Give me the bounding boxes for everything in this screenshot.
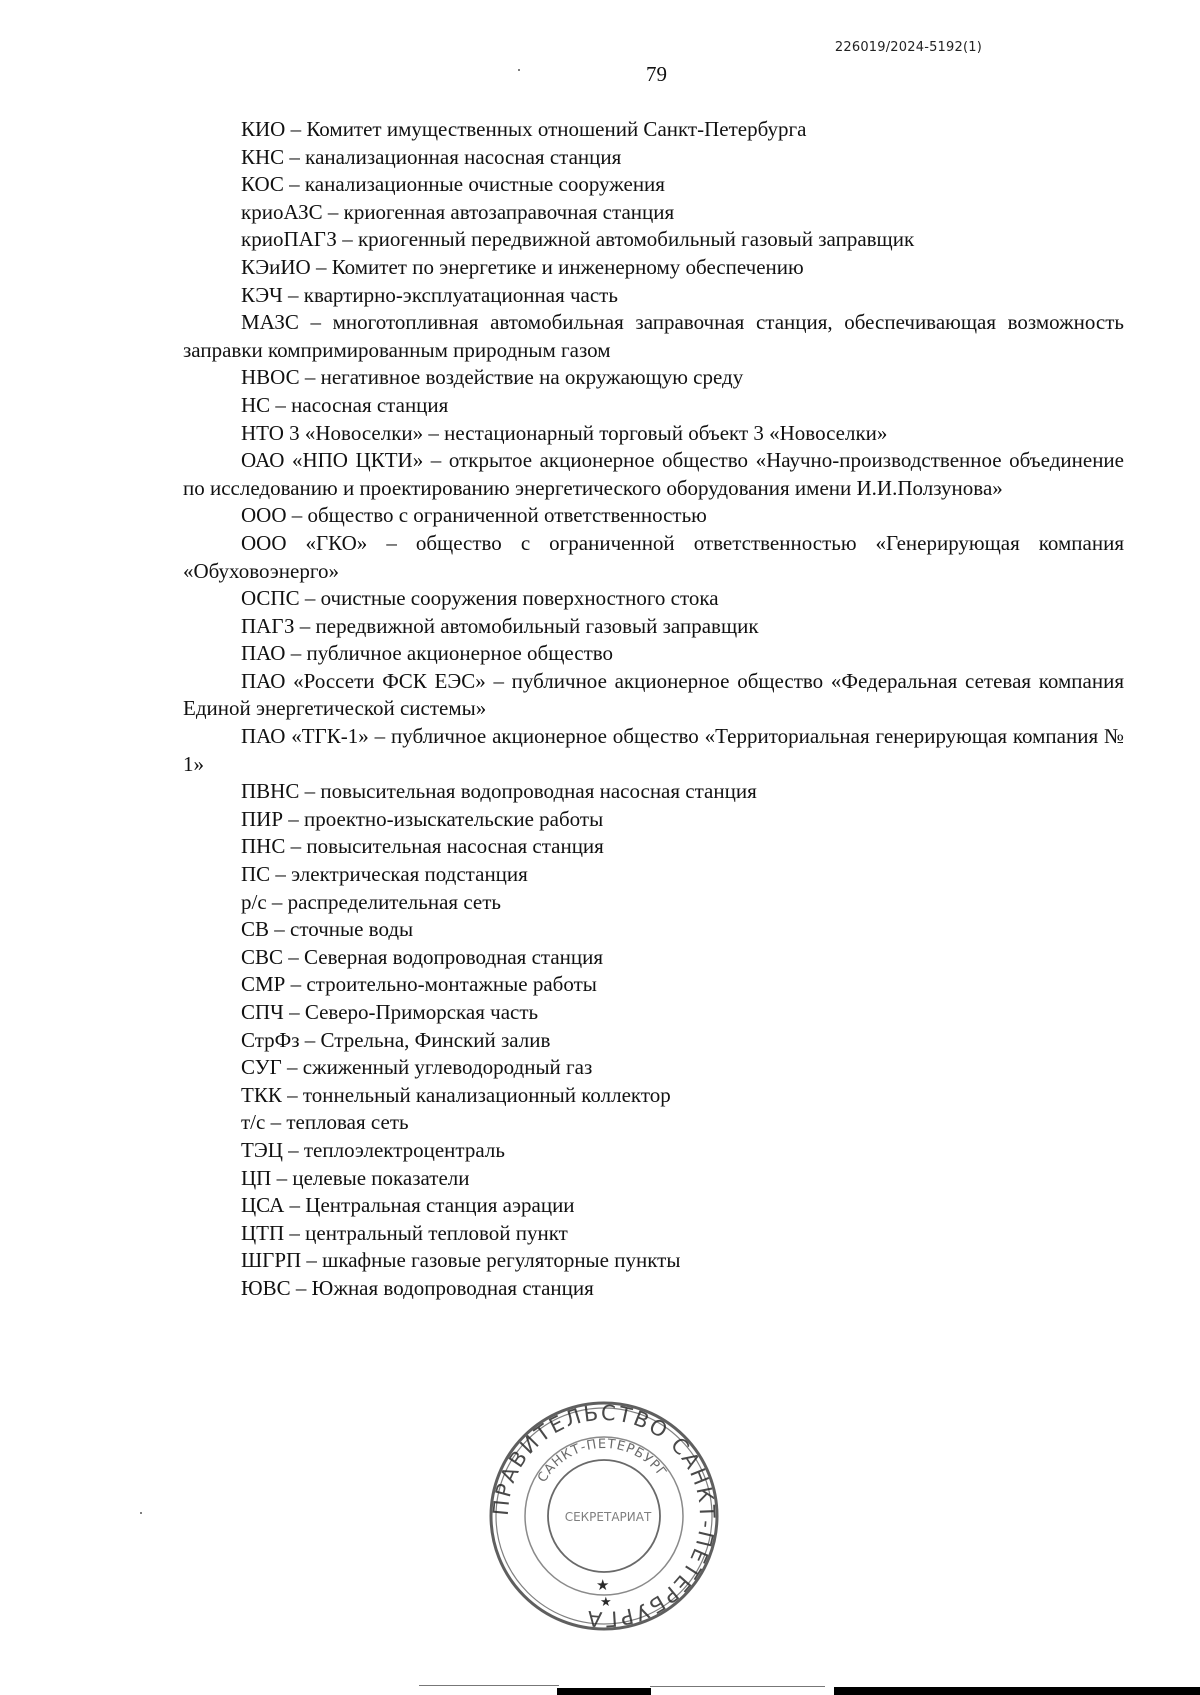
abbreviation-entry: р/с – распределительная сеть [241, 889, 501, 914]
abbreviation-entry: СМР – строительно-монтажные работы [241, 972, 597, 997]
abbreviation-entry: ЮВС – Южная водопроводная станция [241, 1275, 594, 1300]
abbreviation-entry: ПАО «Россети ФСК ЕЭС» – публичное акционерное общество «Федеральная сетевая компания Единой энергетической системы» [183, 668, 1124, 721]
abbreviation-entry: ПНС – повысительная насосная станция [241, 834, 604, 859]
abbreviation-entry: КОС – канализационные очистные сооружения [241, 172, 665, 197]
scan-edge-line [419, 1685, 559, 1686]
abbreviation-entry: криоПАГЗ – криогенный передвижной автомобильный газовый заправщик [241, 227, 915, 252]
abbreviation-entry: ТЭЦ – теплоэлектроцентраль [241, 1137, 505, 1162]
seal-center-text: СЕКРЕТАРИАТ [564, 1510, 652, 1524]
abbreviation-list [183, 116, 1124, 1303]
abbreviation-entry: СУГ – сжиженный углеводородный газ [241, 1055, 593, 1080]
abbreviation-entry: ПАО «ТГК-1» – публичное акционерное общество «Территориальная генерирующая компания № 1» [183, 724, 1124, 776]
abbreviation-entry: ЦТП – центральный тепловой пункт [241, 1220, 568, 1245]
abbreviation-entry: т/с – тепловая сеть [241, 1110, 409, 1135]
abbreviation-entry: ООО «ГКО» – общество с ограниченной ответственностью «Генерирующая компания «Обуховоэнерго» [183, 530, 1124, 583]
abbreviation-entry: СВ – сточные воды [241, 917, 414, 942]
scan-black-edge [557, 1688, 651, 1695]
official-seal [488, 1400, 720, 1632]
abbreviation-entry: СВС – Северная водопроводная станция [241, 944, 604, 969]
page-number: 79 [646, 62, 667, 86]
document-id: 226019/2024-5192(1) [834, 40, 982, 55]
abbreviation-entry: ПИР – проектно-изыскательские работы [241, 806, 604, 831]
abbreviation-entry: ОАО «НПО ЦКТИ» – открытое акционерное общество «Научно-производственное объединение по исследованию и проектированию энергетического оборудования имени И.И.Ползунова» [183, 448, 1124, 500]
scan-edge-line [650, 1686, 825, 1687]
abbreviation-entry: НС – насосная станция [241, 392, 449, 417]
abbreviation-entry: СтрФз – Стрельна, Финский залив [241, 1027, 551, 1052]
abbreviation-entry: НТО 3 «Новоселки» – нестационарный торговый объект 3 «Новоселки» [241, 420, 888, 445]
abbreviation-entry: НВОС – негативное воздействие на окружающую среду [241, 365, 744, 390]
abbreviation-entry: ПАО – публичное акционерное общество [241, 641, 614, 666]
abbreviation-entry: ПАГЗ – передвижной автомобильный газовый заправщик [241, 613, 759, 638]
abbreviation-entry: СПЧ – Северо-Приморская часть [241, 1000, 539, 1024]
abbreviation-entry: КЭЧ – квартирно-эксплуатационная часть [241, 282, 618, 307]
abbreviation-entry: ПВНС – повысительная водопроводная насосная станция [241, 779, 757, 804]
abbreviation-entry: ПС – электрическая подстанция [241, 862, 528, 887]
seal-star-icon: ★ [596, 1578, 610, 1594]
abbreviation-entry: КИО – Комитет имущественных отношений Санкт-Петербурга [241, 117, 807, 141]
abbreviation-entry: криоАЗС – криогенная автозаправочная станция [241, 199, 675, 224]
scan-black-edge [834, 1687, 1200, 1695]
svg-text:САНКТ-ПЕТЕРБУРГ [535, 1437, 669, 1485]
abbreviation-entry: ОСПС – очистные сооружения поверхностного стока [241, 586, 719, 611]
scan-speck [140, 1512, 142, 1514]
abbreviation-entry: ООО – общество с ограниченной ответственностью [241, 503, 707, 528]
abbreviation-entry: ШГРП – шкафные газовые регуляторные пункты [241, 1248, 681, 1273]
scan-speck [518, 69, 520, 71]
seal-inner-text: САНКТ-ПЕТЕРБУРГ [535, 1436, 670, 1486]
abbreviation-entry: ЦП – целевые показатели [241, 1165, 470, 1190]
abbreviation-entry: ЦСА – Центральная станция аэрации [241, 1193, 575, 1218]
abbreviation-entry: ТКК – тоннельный канализационный коллектор [241, 1082, 671, 1107]
abbreviation-entry: МАЗС – многотопливная автомобильная заправочная станция, обеспечивающая возможность заправки компримированным природным газом [183, 310, 1124, 362]
seal-star-icon: ★ [600, 1594, 612, 1609]
seal-outer-text: ПРАВИТЕЛЬСТВО САНКТ-ПЕТЕРБУРГА [488, 1400, 720, 1632]
abbreviation-entry: КНС – канализационная насосная станция [241, 144, 622, 169]
abbreviation-entry: КЭиИО – Комитет по энергетике и инженерному обеспечению [241, 254, 804, 279]
